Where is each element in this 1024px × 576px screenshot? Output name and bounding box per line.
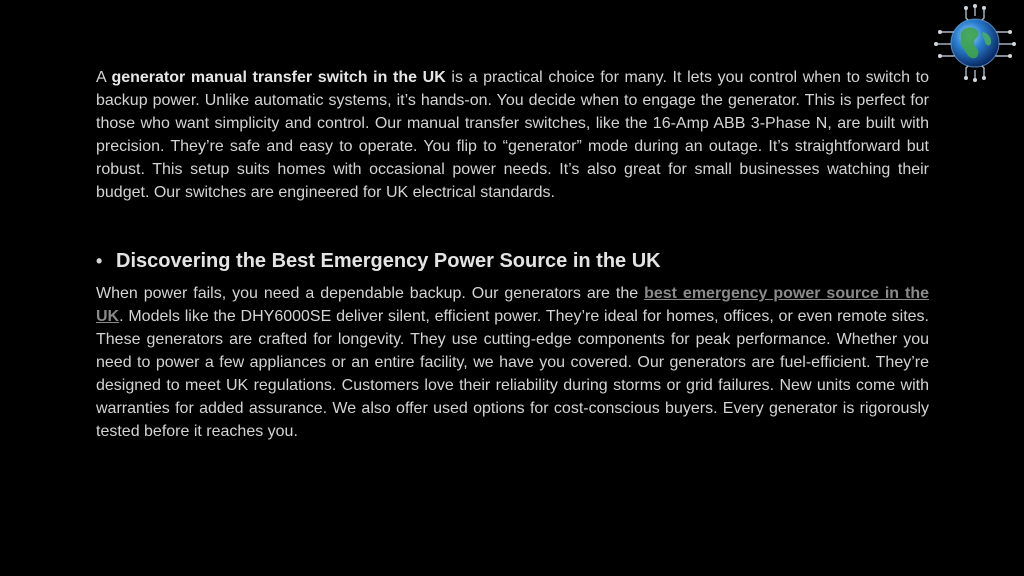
heading-text: Discovering the Best Emergency Power Source in the UK: [116, 250, 661, 272]
emergency-power-paragraph: [96, 282, 929, 443]
bullet-icon: •: [96, 251, 103, 271]
transfer-switch-paragraph: [96, 66, 929, 204]
paragraph-body: . Models like the DHY6000SE deliver silent, efficient power. They’re ideal for homes, offices, or even remote sites. These generators are crafted for longevity. They use cutting-edge components for peak performance. Whether you need to power a few appliances or an entire facility, we have you covered. Our generators are fuel-efficient. They’re designed to meet UK regulations. Customers love their reliability during storms or grid failures. New units come with warranties for added assurance. We also offer used options for cost-conscious buyers. Every generator is rigorously tested before it reaches you.: [96, 308, 929, 440]
paragraph-prefix: A: [96, 69, 112, 86]
paragraph-prefix: When power fails, you need a dependable backup. Our generators are the: [96, 285, 645, 302]
emergency-power-link[interactable]: best emergency power source in the UK: [96, 285, 930, 325]
page-content: [96, 66, 929, 443]
paragraph-body: is a practical choice for many. It lets you control when to switch to backup power. Unlike automatic systems, it’s hands-on. You decide when to engage the generator. This is perfect for those who want simplicity and control. Our manual transfer switches, like the 16-Amp ABB 3-Phase N, are built with precision. They’re safe and easy to operate. You flip to “generator” mode during an outage. It’s straightforward but robust. This setup suits homes with occasional power needs. It’s also great for small businesses watching their budget. Our switches are engineered for UK electrical standards.: [96, 69, 930, 201]
globe-circuit-icon: [930, 2, 1020, 84]
section-heading: [96, 248, 929, 274]
bold-phrase: generator manual transfer switch in the UK: [111, 69, 446, 86]
